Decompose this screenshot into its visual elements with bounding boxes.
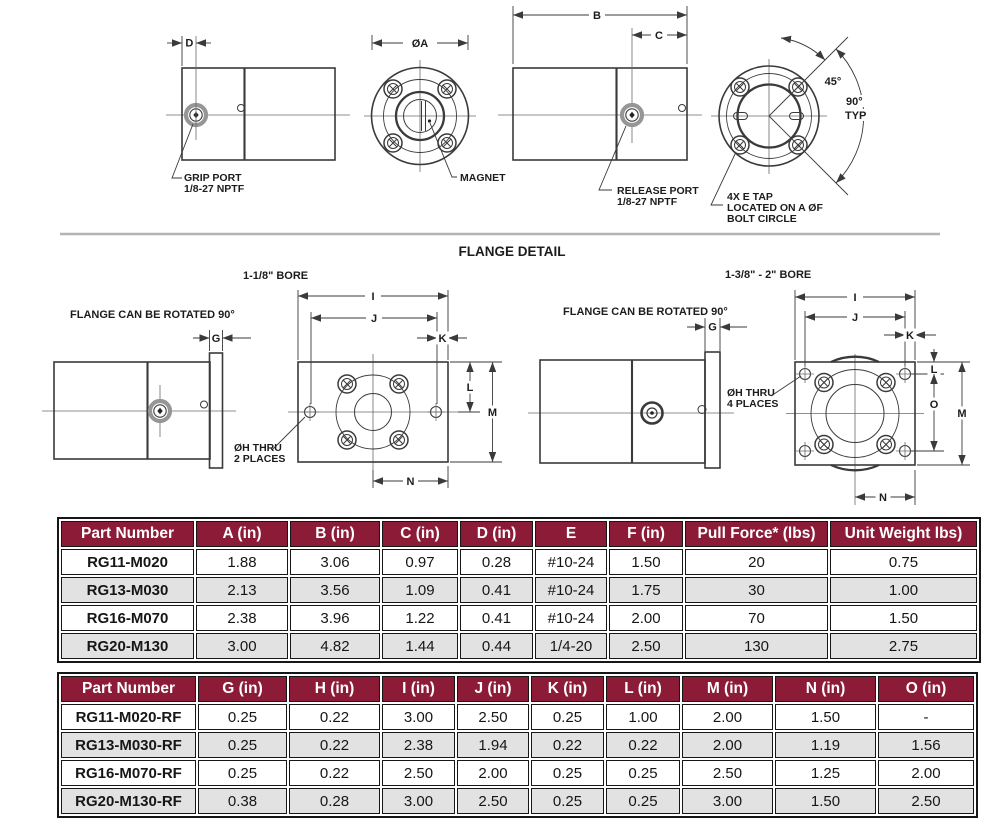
dim-label-g-left: G bbox=[211, 333, 221, 345]
table-cell: #10-24 bbox=[535, 605, 607, 631]
grip-side-view-drawing bbox=[166, 36, 350, 195]
table-cell: 0.22 bbox=[606, 732, 680, 758]
table-cell: 4.82 bbox=[290, 633, 380, 659]
table-row bbox=[61, 577, 977, 603]
table-cell: #10-24 bbox=[535, 577, 607, 603]
left-hole-note-line1: ØH THRU bbox=[234, 442, 282, 454]
flange-left-side-view bbox=[42, 330, 251, 468]
table-cell: 1.44 bbox=[382, 633, 458, 659]
table-cell: 0.25 bbox=[198, 732, 287, 758]
release-side-view-drawing bbox=[498, 6, 702, 208]
table-cell: 2.50 bbox=[682, 760, 773, 786]
table-cell: 3.00 bbox=[196, 633, 288, 659]
column-header: A (in) bbox=[196, 521, 288, 547]
flange-detail-title: FLANGE DETAIL bbox=[458, 244, 566, 259]
tap-note-line2: LOCATED ON A ØF bbox=[727, 202, 823, 214]
column-header: I (in) bbox=[382, 676, 455, 702]
table-cell: 30 bbox=[685, 577, 828, 603]
table-row bbox=[61, 732, 974, 758]
table-cell: 0.25 bbox=[531, 788, 604, 814]
table-cell: 0.22 bbox=[289, 732, 380, 758]
table-cell: 0.22 bbox=[531, 732, 604, 758]
table-cell: 0.28 bbox=[289, 788, 380, 814]
table-cell: 0.25 bbox=[531, 760, 604, 786]
part-number-cell: RG16-M070-RF bbox=[61, 760, 196, 786]
right-rotate-note: FLANGE CAN BE ROTATED 90° bbox=[563, 306, 728, 318]
dim-label-k-right: K bbox=[906, 330, 914, 342]
table-cell: 0.22 bbox=[289, 704, 380, 730]
left-bore-title: 1-1/8" BORE bbox=[243, 270, 309, 282]
column-header: D (in) bbox=[460, 521, 533, 547]
release-port-label-line1: RELEASE PORT bbox=[617, 185, 699, 197]
table-cell: 1.56 bbox=[878, 732, 974, 758]
dim-label-l-right: L bbox=[930, 364, 938, 376]
part-number-cell: RG13-M030 bbox=[61, 577, 194, 603]
table-cell: 70 bbox=[685, 605, 828, 631]
dim-label-o-right: O bbox=[929, 399, 939, 411]
table-cell: 20 bbox=[685, 549, 828, 575]
table-cell: 0.44 bbox=[460, 633, 533, 659]
table-cell: 2.13 bbox=[196, 577, 288, 603]
column-header: G (in) bbox=[198, 676, 287, 702]
angle-45-label: 45° bbox=[824, 76, 842, 88]
table-cell: 1.25 bbox=[775, 760, 876, 786]
tap-note-line3: BOLT CIRCLE bbox=[727, 213, 797, 225]
table-cell: 3.00 bbox=[382, 704, 455, 730]
flange-left-face-view bbox=[234, 290, 502, 488]
flange-left-group bbox=[42, 270, 502, 488]
table-cell: 1.50 bbox=[830, 605, 977, 631]
table-cell: 1.50 bbox=[775, 704, 876, 730]
table-cell: 1.22 bbox=[382, 605, 458, 631]
rear-view-drawing bbox=[711, 37, 873, 225]
column-header: Part Number bbox=[61, 676, 196, 702]
table-cell: 0.38 bbox=[198, 788, 287, 814]
table-cell: 2.38 bbox=[196, 605, 288, 631]
table-cell: 0.25 bbox=[198, 704, 287, 730]
table-header-row bbox=[61, 676, 974, 702]
right-hole-note-line2: 4 PLACES bbox=[727, 398, 779, 410]
dim-label-l-left: L bbox=[466, 382, 474, 394]
table-row bbox=[61, 633, 977, 659]
left-hole-note-line2: 2 PLACES bbox=[234, 453, 286, 465]
dim-label-n-left: N bbox=[406, 476, 415, 488]
table-cell: 1.19 bbox=[775, 732, 876, 758]
column-header: C (in) bbox=[382, 521, 458, 547]
column-header: H (in) bbox=[289, 676, 380, 702]
table-cell: 1.94 bbox=[457, 732, 529, 758]
dimension-table bbox=[57, 517, 981, 663]
angle-90-label: 90° bbox=[846, 96, 863, 108]
table-row bbox=[61, 788, 974, 814]
table-row bbox=[61, 605, 977, 631]
dim-label-i-right: I bbox=[853, 292, 857, 304]
dim-label-d: D bbox=[185, 37, 194, 50]
flange-right-face-view bbox=[727, 290, 970, 505]
table-cell: #10-24 bbox=[535, 549, 607, 575]
flange-dimension-table bbox=[57, 672, 978, 818]
column-header: J (in) bbox=[457, 676, 529, 702]
column-header: Pull Force* (lbs) bbox=[685, 521, 828, 547]
table-cell: 1/4-20 bbox=[535, 633, 607, 659]
dim-label-g-right: G bbox=[708, 321, 717, 334]
column-header: L (in) bbox=[606, 676, 680, 702]
table-cell: 2.00 bbox=[682, 704, 773, 730]
table-cell: 2.50 bbox=[457, 704, 529, 730]
table-cell: 3.00 bbox=[382, 788, 455, 814]
table-cell: 1.50 bbox=[775, 788, 876, 814]
table-cell: 2.50 bbox=[609, 633, 683, 659]
table-cell: 2.75 bbox=[830, 633, 977, 659]
dim-label-n-right: N bbox=[879, 492, 887, 504]
column-header: B (in) bbox=[290, 521, 380, 547]
dim-label-m-left: M bbox=[487, 407, 498, 419]
table-cell: 2.00 bbox=[609, 605, 683, 631]
table-cell: 1.00 bbox=[830, 577, 977, 603]
dim-label-a: ØA bbox=[411, 38, 429, 50]
table-cell: 0.22 bbox=[289, 760, 380, 786]
table-cell: 1.75 bbox=[609, 577, 683, 603]
dim-label-m-right: M bbox=[957, 408, 967, 420]
right-hole-note-line1: ØH THRU bbox=[727, 387, 775, 399]
typ-label: TYP bbox=[845, 110, 867, 122]
table-cell: 0.25 bbox=[531, 704, 604, 730]
table-row bbox=[61, 704, 974, 730]
dim-label-j-right: J bbox=[851, 312, 859, 324]
table-cell: 1.00 bbox=[606, 704, 680, 730]
part-number-cell: RG20-M130-RF bbox=[61, 788, 196, 814]
table-cell: 0.41 bbox=[460, 577, 533, 603]
dim-label-i-left: I bbox=[371, 291, 375, 303]
column-header: Part Number bbox=[61, 521, 194, 547]
front-view-drawing bbox=[364, 35, 506, 184]
table-cell: 2.00 bbox=[878, 760, 974, 786]
table-header-row bbox=[61, 521, 977, 547]
table-row bbox=[61, 549, 977, 575]
column-header: M (in) bbox=[682, 676, 773, 702]
table-cell: 0.28 bbox=[460, 549, 533, 575]
flange-right-side-view bbox=[528, 318, 747, 468]
table-cell: 1.88 bbox=[196, 549, 288, 575]
column-header: E bbox=[535, 521, 607, 547]
table-cell: 2.50 bbox=[878, 788, 974, 814]
dim-label-c: C bbox=[655, 30, 663, 42]
dim-label-j-left: J bbox=[370, 313, 378, 325]
column-header: O (in) bbox=[878, 676, 974, 702]
dim-label-b: B bbox=[593, 10, 601, 22]
column-header: Unit Weight lbs) bbox=[830, 521, 977, 547]
table-cell: 2.38 bbox=[382, 732, 455, 758]
grip-port-label-line2: 1/8-27 NPTF bbox=[184, 183, 245, 195]
table-row bbox=[61, 760, 974, 786]
table-cell: 0.25 bbox=[198, 760, 287, 786]
table-cell: 2.00 bbox=[457, 760, 529, 786]
magnet-label: MAGNET bbox=[460, 172, 506, 184]
table-cell: 3.96 bbox=[290, 605, 380, 631]
right-bore-title: 1-3/8" - 2" BORE bbox=[725, 269, 812, 281]
table-cell: 0.41 bbox=[460, 605, 533, 631]
table-cell: 0.97 bbox=[382, 549, 458, 575]
part-number-cell: RG11-M020-RF bbox=[61, 704, 196, 730]
flange-right-group bbox=[528, 269, 970, 505]
part-number-cell: RG13-M030-RF bbox=[61, 732, 196, 758]
table-cell: 0.25 bbox=[606, 788, 680, 814]
part-number-cell: RG16-M070 bbox=[61, 605, 194, 631]
table-cell: 3.00 bbox=[682, 788, 773, 814]
table-cell: 1.09 bbox=[382, 577, 458, 603]
column-header: K (in) bbox=[531, 676, 604, 702]
tap-note-line1: 4X E TAP bbox=[727, 191, 773, 203]
column-header: N (in) bbox=[775, 676, 876, 702]
table-cell: 2.50 bbox=[382, 760, 455, 786]
table-cell: 3.06 bbox=[290, 549, 380, 575]
table-cell: 3.56 bbox=[290, 577, 380, 603]
table-cell: 2.50 bbox=[457, 788, 529, 814]
part-number-cell: RG20-M130 bbox=[61, 633, 194, 659]
column-header: F (in) bbox=[609, 521, 683, 547]
table-cell: 0.75 bbox=[830, 549, 977, 575]
dim-label-k-left: K bbox=[438, 333, 447, 345]
table-cell: 2.00 bbox=[682, 732, 773, 758]
part-number-cell: RG11-M020 bbox=[61, 549, 194, 575]
table-cell: 0.25 bbox=[606, 760, 680, 786]
table-cell: 130 bbox=[685, 633, 828, 659]
table-cell: - bbox=[878, 704, 974, 730]
grip-port-label-line1: GRIP PORT bbox=[184, 172, 242, 184]
left-rotate-note: FLANGE CAN BE ROTATED 90° bbox=[70, 309, 235, 321]
table-cell: 1.50 bbox=[609, 549, 683, 575]
release-port-label-line2: 1/8-27 NPTF bbox=[617, 196, 678, 208]
